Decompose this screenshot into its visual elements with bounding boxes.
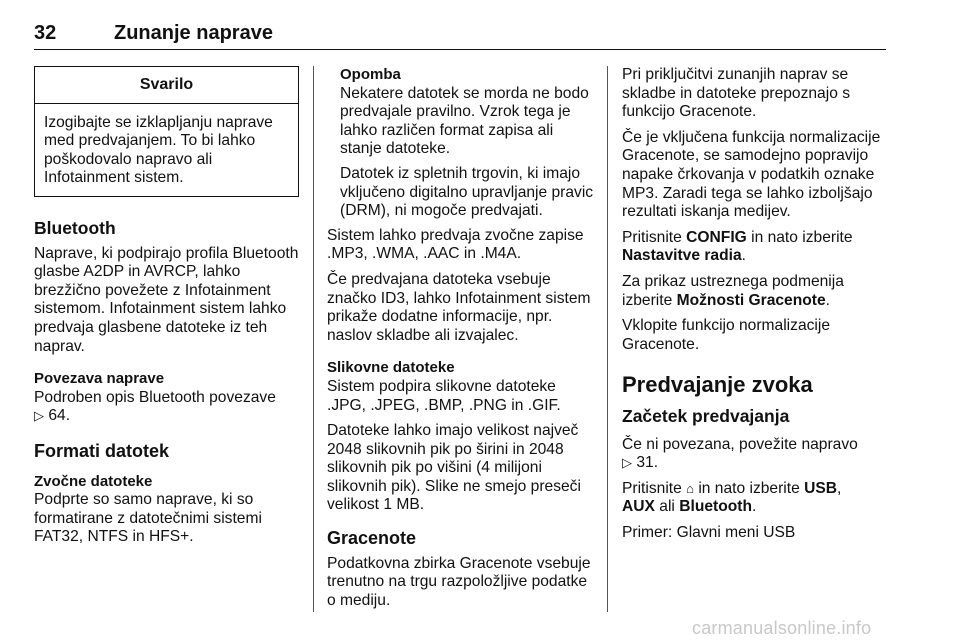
images-text-2: Datoteke lahko imajo velikost največ 2048 slikovnih pik po širini in 2048 slikovnih pik po višini (4 milijoni slikovnih pik). Slike ne smejo preseči velikost 1 MB.: [327, 422, 581, 514]
connect-text-body: Podroben opis Bluetooth povezave: [34, 388, 276, 406]
instruction-text: .: [825, 291, 830, 309]
ref-arrow-icon: ▷: [622, 455, 632, 471]
instruction-text: in nato izberite: [694, 479, 805, 497]
instruction-text: ali: [654, 498, 680, 516]
ref-arrow-icon: ▷: [34, 408, 44, 424]
enable-normalize-text: Vklopite funkcijo normalizacije Gracenote.: [622, 317, 831, 353]
audio-text: Podprte so samo naprave, ki so formatirane z datotečnimi sistemi FAT32, NTFS in HFS+.: [34, 491, 262, 546]
start-text: [622, 436, 888, 473]
subheading-start: Začetek predvajanja: [622, 405, 790, 426]
instruction-text: .: [741, 247, 746, 265]
header-rule: [34, 49, 886, 50]
subheading-connect: Povezava naprave: [34, 370, 165, 388]
submenu-instruction: [622, 273, 888, 310]
subheading-images: Slikovne datoteke: [327, 359, 455, 377]
bluetooth-text: Naprave, ki podpirajo profila Bluetooth glasbe A2DP in AVRCP, lahko brezžično povežete z Infotainment sistemom. Infotainment sistem lahko predvaja glasbene datoteke iz teh naprav.: [34, 244, 299, 355]
page-header: [34, 22, 884, 50]
instruction-text: in nato izberite: [746, 228, 853, 246]
note-box: [327, 66, 595, 221]
section-heading-playback: Predvajanje zvoka: [622, 372, 813, 398]
connect-page-ref[interactable]: 64.: [48, 407, 71, 425]
instruction-text: ,: [837, 479, 842, 497]
warning-box: [34, 66, 299, 197]
connect-text: [34, 389, 299, 426]
section-heading-bluetooth: Bluetooth: [34, 217, 116, 238]
note-text-2: Datotek iz spletnih trgovin, ki imajo vključeno digitalno upravljanje pravic (DRM), ni mogoče predvajati.: [340, 164, 594, 220]
example-caption: Primer: Glavni meni USB: [622, 523, 796, 541]
formats-text: Sistem lahko predvaja zvočne zapise .MP3, .WMA, .AAC in .M4A.: [327, 226, 584, 263]
images-text-1: Sistem podpira slikovne datoteke .JPG, .JPEG, .BMP, .PNG in .GIF.: [327, 377, 561, 414]
gracenote-options-label: Možnosti Gracenote: [676, 291, 826, 309]
column-divider: [607, 66, 608, 612]
column-2: [327, 66, 595, 617]
note-title: Opomba: [340, 66, 401, 83]
config-instruction: [622, 229, 888, 266]
start-page-ref[interactable]: 31.: [636, 454, 659, 472]
usb-label: USB: [804, 479, 838, 497]
column-1: [34, 66, 299, 554]
select-source-instruction: [622, 480, 888, 517]
instruction-text: .: [751, 498, 757, 516]
id3-text: Če predvajana datoteka vsebuje značko ID3, lahko Infotainment sistem prikaže dodatne informacije, npr. naslov skladbe ali izvajalec.: [327, 270, 591, 344]
subheading-audio: Zvočne datoteke: [34, 472, 153, 490]
gracenote-text: Podatkovna zbirka Gracenote vsebuje trenutno na trgu razpoložljive podatke o mediju.: [327, 554, 591, 609]
warning-title: Svarilo: [35, 67, 298, 104]
section-heading-gracenote: Gracenote: [327, 528, 417, 549]
gracenote-recognize-text: Pri priključitvi zunanjih naprav se skladbe in datoteke prepoznajo s funkcijo Gracenote.: [622, 66, 850, 121]
column-3: [622, 66, 888, 549]
page-number: 32: [34, 22, 57, 44]
start-text-body: Če ni povezana, povežite napravo: [622, 435, 858, 453]
warning-text: Izogibajte se izklapljanju naprave med predvajanjem. To bi lahko poškodovalo napravo ali Infotainment sistem.: [44, 113, 273, 187]
bluetooth-label: Bluetooth: [679, 498, 752, 516]
aux-label: AUX: [622, 498, 655, 516]
section-heading-formats: Formati datotek: [34, 440, 170, 461]
chapter-title: Zunanje naprave: [114, 22, 273, 44]
gracenote-normalize-text: Če je vključena funkcija normalizacije Gracenote, se samodejno popravijo napake črkovanja v podatkih oznake MP3. Zaradi tega se lahko izboljšajo rezultati iskanja medijev.: [622, 128, 881, 221]
note-text-1: Nekatere datotek se morda ne bodo predvajale pravilno. Vzrok tega je lahko različen format zapisa ali stanje datoteke.: [340, 84, 589, 158]
watermark: carmanualsonline.info: [692, 618, 872, 638]
instruction-text: Pritisnite: [622, 479, 687, 497]
instruction-text: Za prikaz ustreznega podmenija izberite: [622, 272, 844, 309]
radio-settings-label: Nastavitve radia: [622, 247, 742, 265]
instruction-text: Pritisnite: [622, 228, 687, 246]
column-divider: [313, 66, 314, 612]
home-icon: ⌂: [686, 480, 694, 496]
config-button-label: CONFIG: [686, 228, 747, 246]
